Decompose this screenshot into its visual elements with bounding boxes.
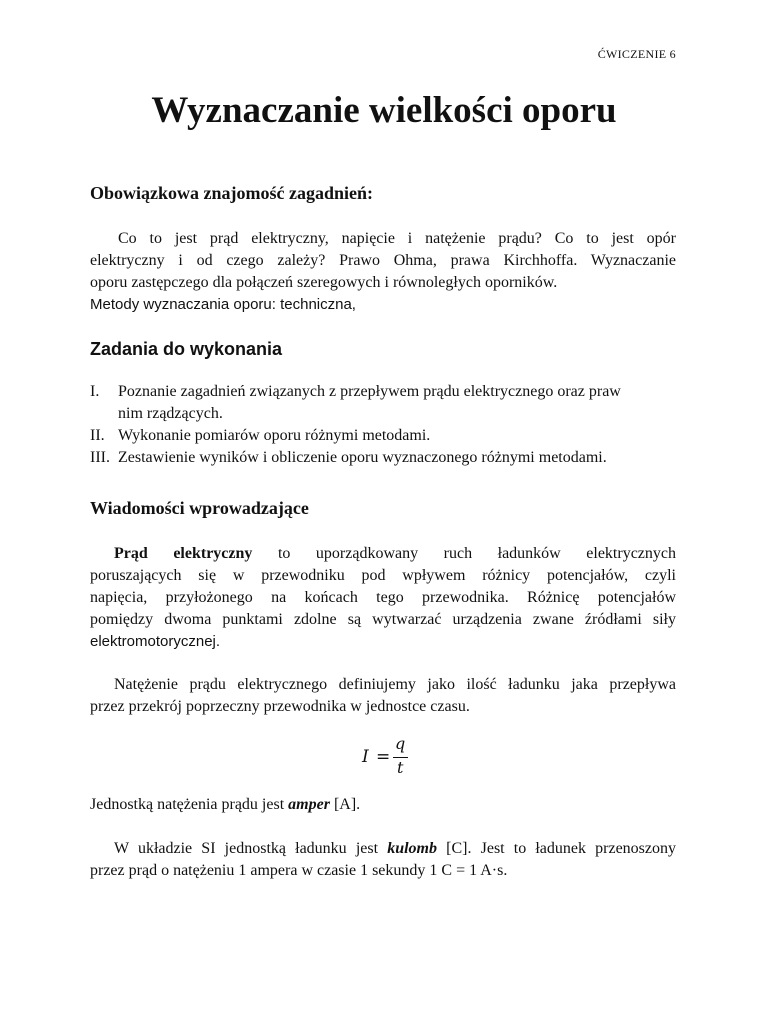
paragraph-line: Natężenie prądu elektrycznego definiujemy jako ilość ładunku jaka przepływa <box>114 676 676 693</box>
paragraph-line: pomiędzy dwoma punktami zdolne są wytwarzać urządzenia zwane źródłami siły <box>90 611 676 628</box>
section-heading-required-knowledge: Obowiązkowa znajomość zagadnień: <box>90 183 373 203</box>
paragraph-line <box>90 543 676 565</box>
tasks-list <box>90 381 676 469</box>
formula-numerator: q <box>395 734 406 753</box>
coulomb-paragraph <box>90 838 676 882</box>
tasks-list-wrapper <box>90 381 676 469</box>
unit-ampere-line <box>90 794 676 816</box>
list-item <box>90 447 676 469</box>
unit-ampere: amper <box>288 796 330 813</box>
unit-suffix-text: [A]. <box>329 796 361 813</box>
list-item-number: III. <box>90 449 110 466</box>
paragraph-text: to uporządkowany ruch ładunków elektrycznych <box>252 545 677 562</box>
unit-coulomb: kulomb <box>387 840 437 857</box>
current-intensity-paragraph <box>90 674 676 718</box>
section-heading-tasks: Zadania do wykonania <box>90 339 283 359</box>
paragraph-text: W układzie SI jednostką ładunku jest <box>114 840 388 857</box>
paragraph-line: oporu zastępczego dla połączeń szeregowych i równoległych oporników. <box>90 274 558 291</box>
list-item-number: I. <box>90 383 100 400</box>
electric-current-paragraph <box>90 543 676 653</box>
list-item-text: Zestawienie wyników i obliczenie oporu wyznaczonego różnymi metodami. <box>118 449 607 466</box>
methods-line: Metody wyznaczania oporu: techniczna, <box>90 296 356 313</box>
paragraph-line: napięcia, przyłożonego na końcach tego przewodnika. Różnicę potencjałów <box>90 589 676 606</box>
exercise-label: ĆWICZENIE 6 <box>597 47 676 61</box>
formula-equals: = <box>376 747 391 767</box>
paragraph-line: przez przekrój poprzeczny przewodnika w jednostce czasu. <box>90 698 470 715</box>
list-item-text: nim rządzących. <box>118 405 223 422</box>
formula-lhs: I <box>362 747 369 767</box>
paragraph-text: [C]. Jest to ładunek przenoszony <box>437 840 677 857</box>
unit-prefix-text: Jednostką natężenia prądu jest <box>90 796 289 813</box>
list-item-number: II. <box>90 427 105 444</box>
paragraph-line: poruszających się w przewodniku pod wpływem różnicy potencjałów, czyli <box>90 567 676 584</box>
paragraph-line: elektryczny i od czego zależy? Prawo Ohma, prawa Kirchhoffa. Wyznaczanie <box>90 252 676 269</box>
formula-denominator: t <box>397 758 404 777</box>
page-title: Wyznaczanie wielkości oporu <box>151 90 617 131</box>
section-heading-introduction: Wiadomości wprowadzające <box>90 498 309 518</box>
list-item <box>90 381 676 425</box>
paragraph-line <box>90 838 676 860</box>
list-item-text: Wykonanie pomiarów oporu różnymi metodami. <box>118 427 431 444</box>
paragraph-line: elektromotorycznej. <box>90 633 221 650</box>
required-knowledge-paragraph <box>90 228 676 316</box>
list-item <box>90 425 676 447</box>
list-item-text: Poznanie zagadnień związanych z przepływem prądu elektrycznego oraz praw <box>118 383 621 400</box>
current-formula <box>362 733 422 779</box>
paragraph-line: Co to jest prąd elektryczny, napięcie i natężenie prądu? Co to jest opór <box>118 230 676 247</box>
term-electric-current: Prąd elektryczny <box>114 545 253 562</box>
paragraph-line: przez prąd o natężeniu 1 ampera w czasie 1 sekundy 1 C = 1 A·s. <box>90 862 508 879</box>
